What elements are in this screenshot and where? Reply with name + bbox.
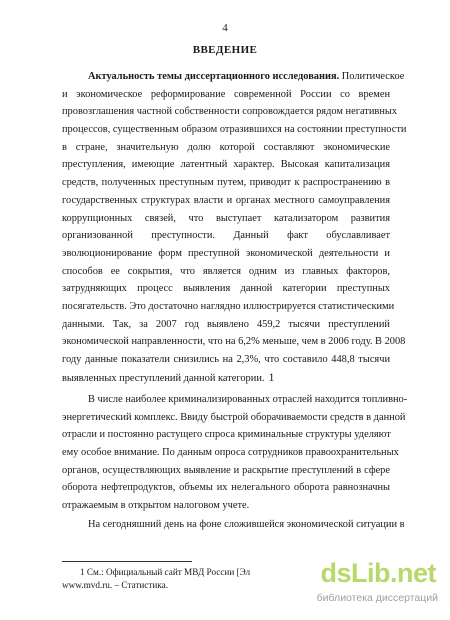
watermark-subtitle: библиотека диссертаций	[316, 592, 438, 604]
paragraph-line: эволюционирование форм преступной экономической деятельности и	[62, 247, 390, 259]
paragraph-line: затрудняющих процесс выявления данной категории преступных	[62, 283, 390, 295]
paragraph-relevance	[62, 68, 407, 386]
paragraph-line: преступления, имеющие латентный характер. Высокая капитализация	[62, 159, 390, 171]
page-number: 4	[222, 22, 228, 34]
footnote	[62, 566, 312, 592]
paragraph-line: провозглашения частной собственности сопровождается рядом негативных	[62, 106, 398, 118]
footnote-line[interactable]: www.mvd.ru. – Статистика.	[62, 580, 168, 590]
paragraph-line: году данные показатели снизились на 2,3%, что составило 448,8 тысячи	[62, 354, 390, 365]
bold-lead: Актуальность темы диссертационного исследования.	[88, 71, 340, 82]
paragraph-line: данными. Так, за 2007 год выявлено 459,2 тысячи преступлений	[62, 318, 390, 330]
paragraph-line: посягательств. Это достаточно наглядно иллюстрируется статистическими	[62, 300, 395, 312]
paragraph-line: экономической направленности, что на 6,2% меньше, чем в 2006 году. В 2008	[62, 336, 406, 348]
paragraph-line: В числе наиболее криминализированных отраслей находится топливно-	[88, 394, 408, 405]
paragraph-line: организованной преступности. Данный факт обуславливает	[62, 230, 390, 242]
paragraph-line: энергетический комплекс. Ввиду быстрой оборачиваемости средств в данной	[62, 411, 406, 423]
paragraph-line: отражаемым в открытом налоговом учете.	[62, 500, 250, 512]
paragraph-line: в стране, значительную долю которой составляют экономические	[62, 141, 390, 153]
watermark-logo: dsLib.net	[320, 558, 436, 588]
paragraph-line: На сегодняшний день на фоне сложившейся экономической ситуации в	[88, 519, 405, 530]
paragraph-line: Актуальность темы диссертационного исследования. Политическое	[88, 71, 405, 82]
paragraph-line: ему особое внимание. По данным опроса сотрудников правоохранительных	[62, 447, 399, 459]
paragraph-line: выявленных преступлений данной категории. 1	[62, 369, 275, 384]
paragraph-line: способов ее сокрытия, что является одним из главных факторов,	[62, 265, 390, 277]
paragraph-fuel-energy	[62, 391, 408, 515]
paragraph-line: органов, осуществляющих выявление и раскрытие преступлений в сфере	[62, 464, 390, 476]
footnote-line: 1 См.: Официальный сайт МВД России [Эл	[62, 566, 312, 579]
paragraph-line: и экономическое реформирование современной России со времен	[62, 88, 390, 100]
footnote-reference[interactable]: 1	[268, 369, 275, 384]
section-heading: ВВЕДЕНИЕ	[192, 44, 258, 56]
paragraph-current-situation	[62, 516, 405, 534]
paragraph-line: оборота нефтепродуктов, объемы их нелегального оборота равнозначны	[62, 482, 390, 494]
paragraph-line: коррупционных связей, что выступает катализатором развития	[62, 212, 390, 224]
paragraph-line: процессов, существенным образом отразившихся на состоянии преступности	[62, 124, 407, 136]
footnote-divider	[62, 561, 192, 562]
paragraph-line: средств, полученных преступным путем, приводит к распространению в	[62, 177, 390, 189]
dslib-watermark	[300, 558, 440, 610]
footnote-number: 1	[80, 567, 85, 577]
paragraph-line: отрасли и постоянно растущего спроса криминальные структуры уделяют	[62, 429, 391, 441]
paragraph-line: государственных структурах власти и органах местного самоуправления	[62, 194, 390, 206]
